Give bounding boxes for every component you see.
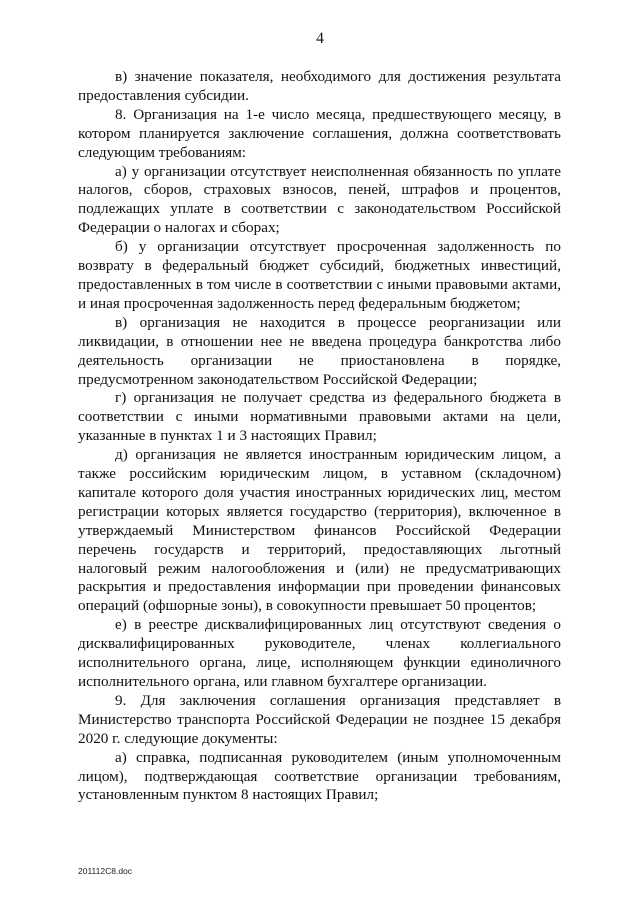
paragraph-8a-taxes: а) у организации отсутствует неисполненная обязанность по уплате налогов, сборов, страховых взносов, пеней, штрафов и процентов, подлежащих уплате в соответствии с законодательством Российской Федерации о налогах и сборах;	[78, 162, 561, 237]
paragraph-8d-foreign: д) организация не является иностранным юридическим лицом, а также российским юридическим лицом, в уставном (складочном) капитале которого доля участия иностранных юридических лиц, местом регистрации которых является государство (территория), включенное в утверждаемый Министерством финансов Российской Федерации перечень государств и территорий, предоставляющих льготный налоговый режим налогообложения и (или) не предусматривающих раскрытия и предоставления информации при проведении финансовых операций (офшорные зоны), в совокупности превышает 50 процентов;	[78, 446, 561, 615]
file-name-footer: 201112C8.doc	[78, 866, 133, 876]
paragraph-8-requirements: 8. Организация на 1-е число месяца, предшествующего месяцу, в котором планируется заключение соглашения, должна соответствовать следующим требованиям:	[78, 105, 561, 161]
paragraph-8v-reorganization: в) организация не находится в процессе реорганизации или ликвидации, в отношении нее не введена процедура банкротства либо деятельность организации не приостановлена в порядке, предусмотренном законодательством Российской Федерации;	[78, 313, 561, 388]
page-number: 4	[316, 30, 324, 47]
paragraph-9a-certificate: а) справка, подписанная руководителем (иным уполномоченным лицом), подтверждающая соответствие организации требованиям, установленным пунктом 8 настоящих Правил;	[78, 748, 561, 804]
paragraph-v-indicator: в) значение показателя, необходимого для достижения результата предоставления субсидии.	[78, 68, 561, 104]
paragraph-8b-debt: б) у организации отсутствует просроченная задолженность по возврату в федеральный бюджет субсидий, бюджетных инвестиций, предоставленных в том числе в соответствии с иными правовыми актами, и иная просроченная задолженность перед федеральным бюджетом;	[78, 238, 561, 312]
paragraph-8g-funds: г) организация не получает средства из федерального бюджета в соответствии с иными нормативными правовыми актами на цели, указанные в пунктах 1 и 3 настоящих Правил;	[78, 389, 561, 445]
paragraph-9-documents: 9. Для заключения соглашения организация представляет в Министерство транспорта Российской Федерации не позднее 15 декабря 2020 г. следующие документы:	[78, 691, 561, 747]
document-body	[78, 68, 561, 805]
paragraph-8e-disqualified: е) в реестре дисквалифицированных лиц отсутствуют сведения о дисквалифицированных руководителе, членах коллегиального исполнительного органа, лице, исполняющем функции единоличного исполнительного органа, или главном бухгалтере организации.	[78, 616, 561, 690]
